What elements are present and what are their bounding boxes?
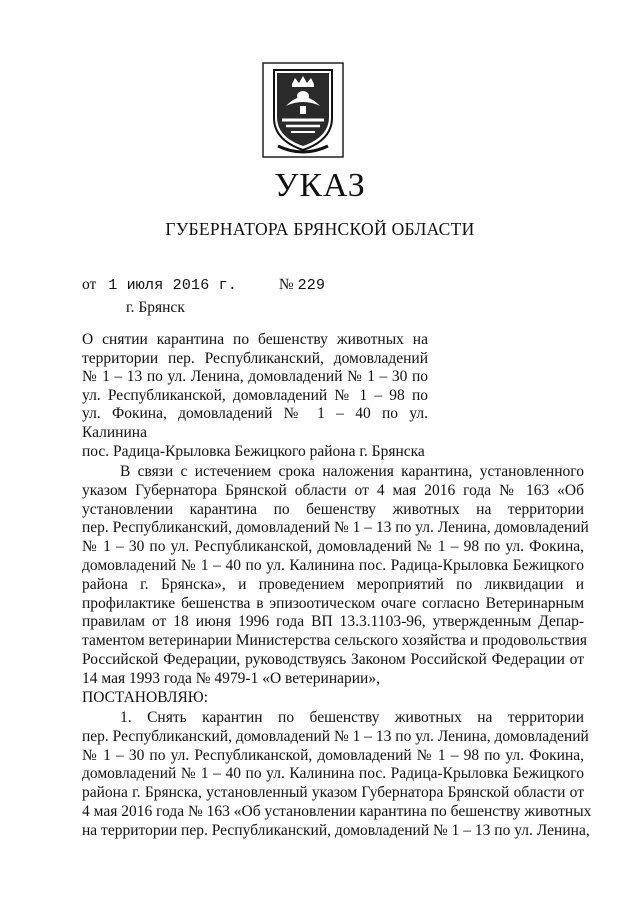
paragraph-line: установлении карантина по бешенству животных на территории: [82, 500, 584, 518]
coat-of-arms-emblem: [262, 62, 344, 158]
document-city: г. Брянск: [126, 299, 185, 316]
document-meta-line: [82, 275, 325, 296]
paragraph-line: профилактике бешенства в эпизоотическом очаге согласно Ветеринарным: [82, 594, 584, 612]
paragraph-line: № 1 – 30 по ул. Республиканской, домовладений № 1 – 98 по ул. Фокина,: [82, 538, 584, 556]
paragraph-line: указом Губернатора Брянской области от 4 мая 2016 года № 163 «Об: [82, 481, 584, 499]
paragraph-line: В связи с истечением срока наложения карантина, установленного: [120, 463, 584, 480]
subject-line: № 1 – 13 по ул. Ленина, домовладений № 1 – 30 по: [82, 368, 428, 386]
document-date: 1 июля 2016 г.: [108, 277, 238, 294]
decree-keyword: ПОСТАНОВЛЯЮ:: [82, 688, 209, 706]
paragraph-line: пер. Республиканский, домовладений № 1 – 13 по ул. Ленина, домовладений: [82, 727, 589, 745]
document-title: УКАЗ: [274, 167, 366, 204]
date-prefix: от: [82, 276, 97, 293]
paragraph-line: района г. Брянска, установленный указом Губернатора Брянской области от: [82, 784, 584, 802]
paragraph-line: 14 мая 1993 года № 4979-1 «О ветеринарии»,: [82, 669, 380, 687]
preamble-paragraph: [82, 463, 589, 707]
document-subtitle: ГУБЕРНАТОРА БРЯНСКОЙ ОБЛАСТИ: [165, 219, 475, 239]
subject-line: ул. Фокина, домовладений № 1 – 40 по ул. Калинина: [82, 405, 428, 441]
subject-line: пос. Радица-Крыловка Бежицкого района г. Брянска: [82, 442, 425, 460]
paragraph-line: правилам от 18 июня 1996 года ВП 13.3.1103-96, утвержденным Депар-: [82, 613, 584, 631]
paragraph-line: таментом ветеринарии Министерства сельского хозяйства и продовольствия: [82, 632, 588, 650]
paragraph-line: Российской Федерации, руководствуясь Законом Российской Федерации от: [82, 650, 584, 668]
paragraph-line: домовладений № 1 – 40 по ул. Калинина пос. Радица-Крыловка Бежицкого: [82, 556, 584, 574]
subject-line: территории пер. Республиканский, домовладений: [82, 349, 428, 367]
subject-line: ул. Республиканской, домовладений № 1 – 98 по: [82, 386, 428, 404]
item-1-paragraph: [82, 709, 592, 841]
paragraph-line: 4 мая 2016 года № 163 «Об установлении карантина по бешенству животных: [82, 802, 592, 820]
paragraph-line: 1. Снять карантин по бешенству животных на территории: [120, 709, 584, 726]
subject-line: О снятии карантина по бешенству животных на: [82, 331, 428, 348]
paragraph-line: домовладений № 1 – 40 по ул. Калинина пос. Радица-Крыловка Бежицкого: [82, 765, 584, 783]
paragraph-line: пер. Республиканский, домовладений № 1 – 13 по ул. Ленина, домовладений: [82, 519, 589, 537]
paragraph-line: на территории пер. Республиканский, домовладений № 1 – 13 по ул. Ленина,: [82, 821, 590, 839]
paragraph-line: района г. Брянска», и проведением мероприятий по ликвидации и: [82, 575, 584, 593]
paragraph-line: № 1 – 30 по ул. Республиканской, домовладений № 1 – 98 по ул. Фокина,: [82, 746, 584, 764]
number-label: №: [278, 276, 294, 293]
document-number: 229: [297, 277, 326, 294]
bryansk-coat-of-arms-icon: [262, 62, 344, 158]
document-subject: [82, 331, 428, 461]
